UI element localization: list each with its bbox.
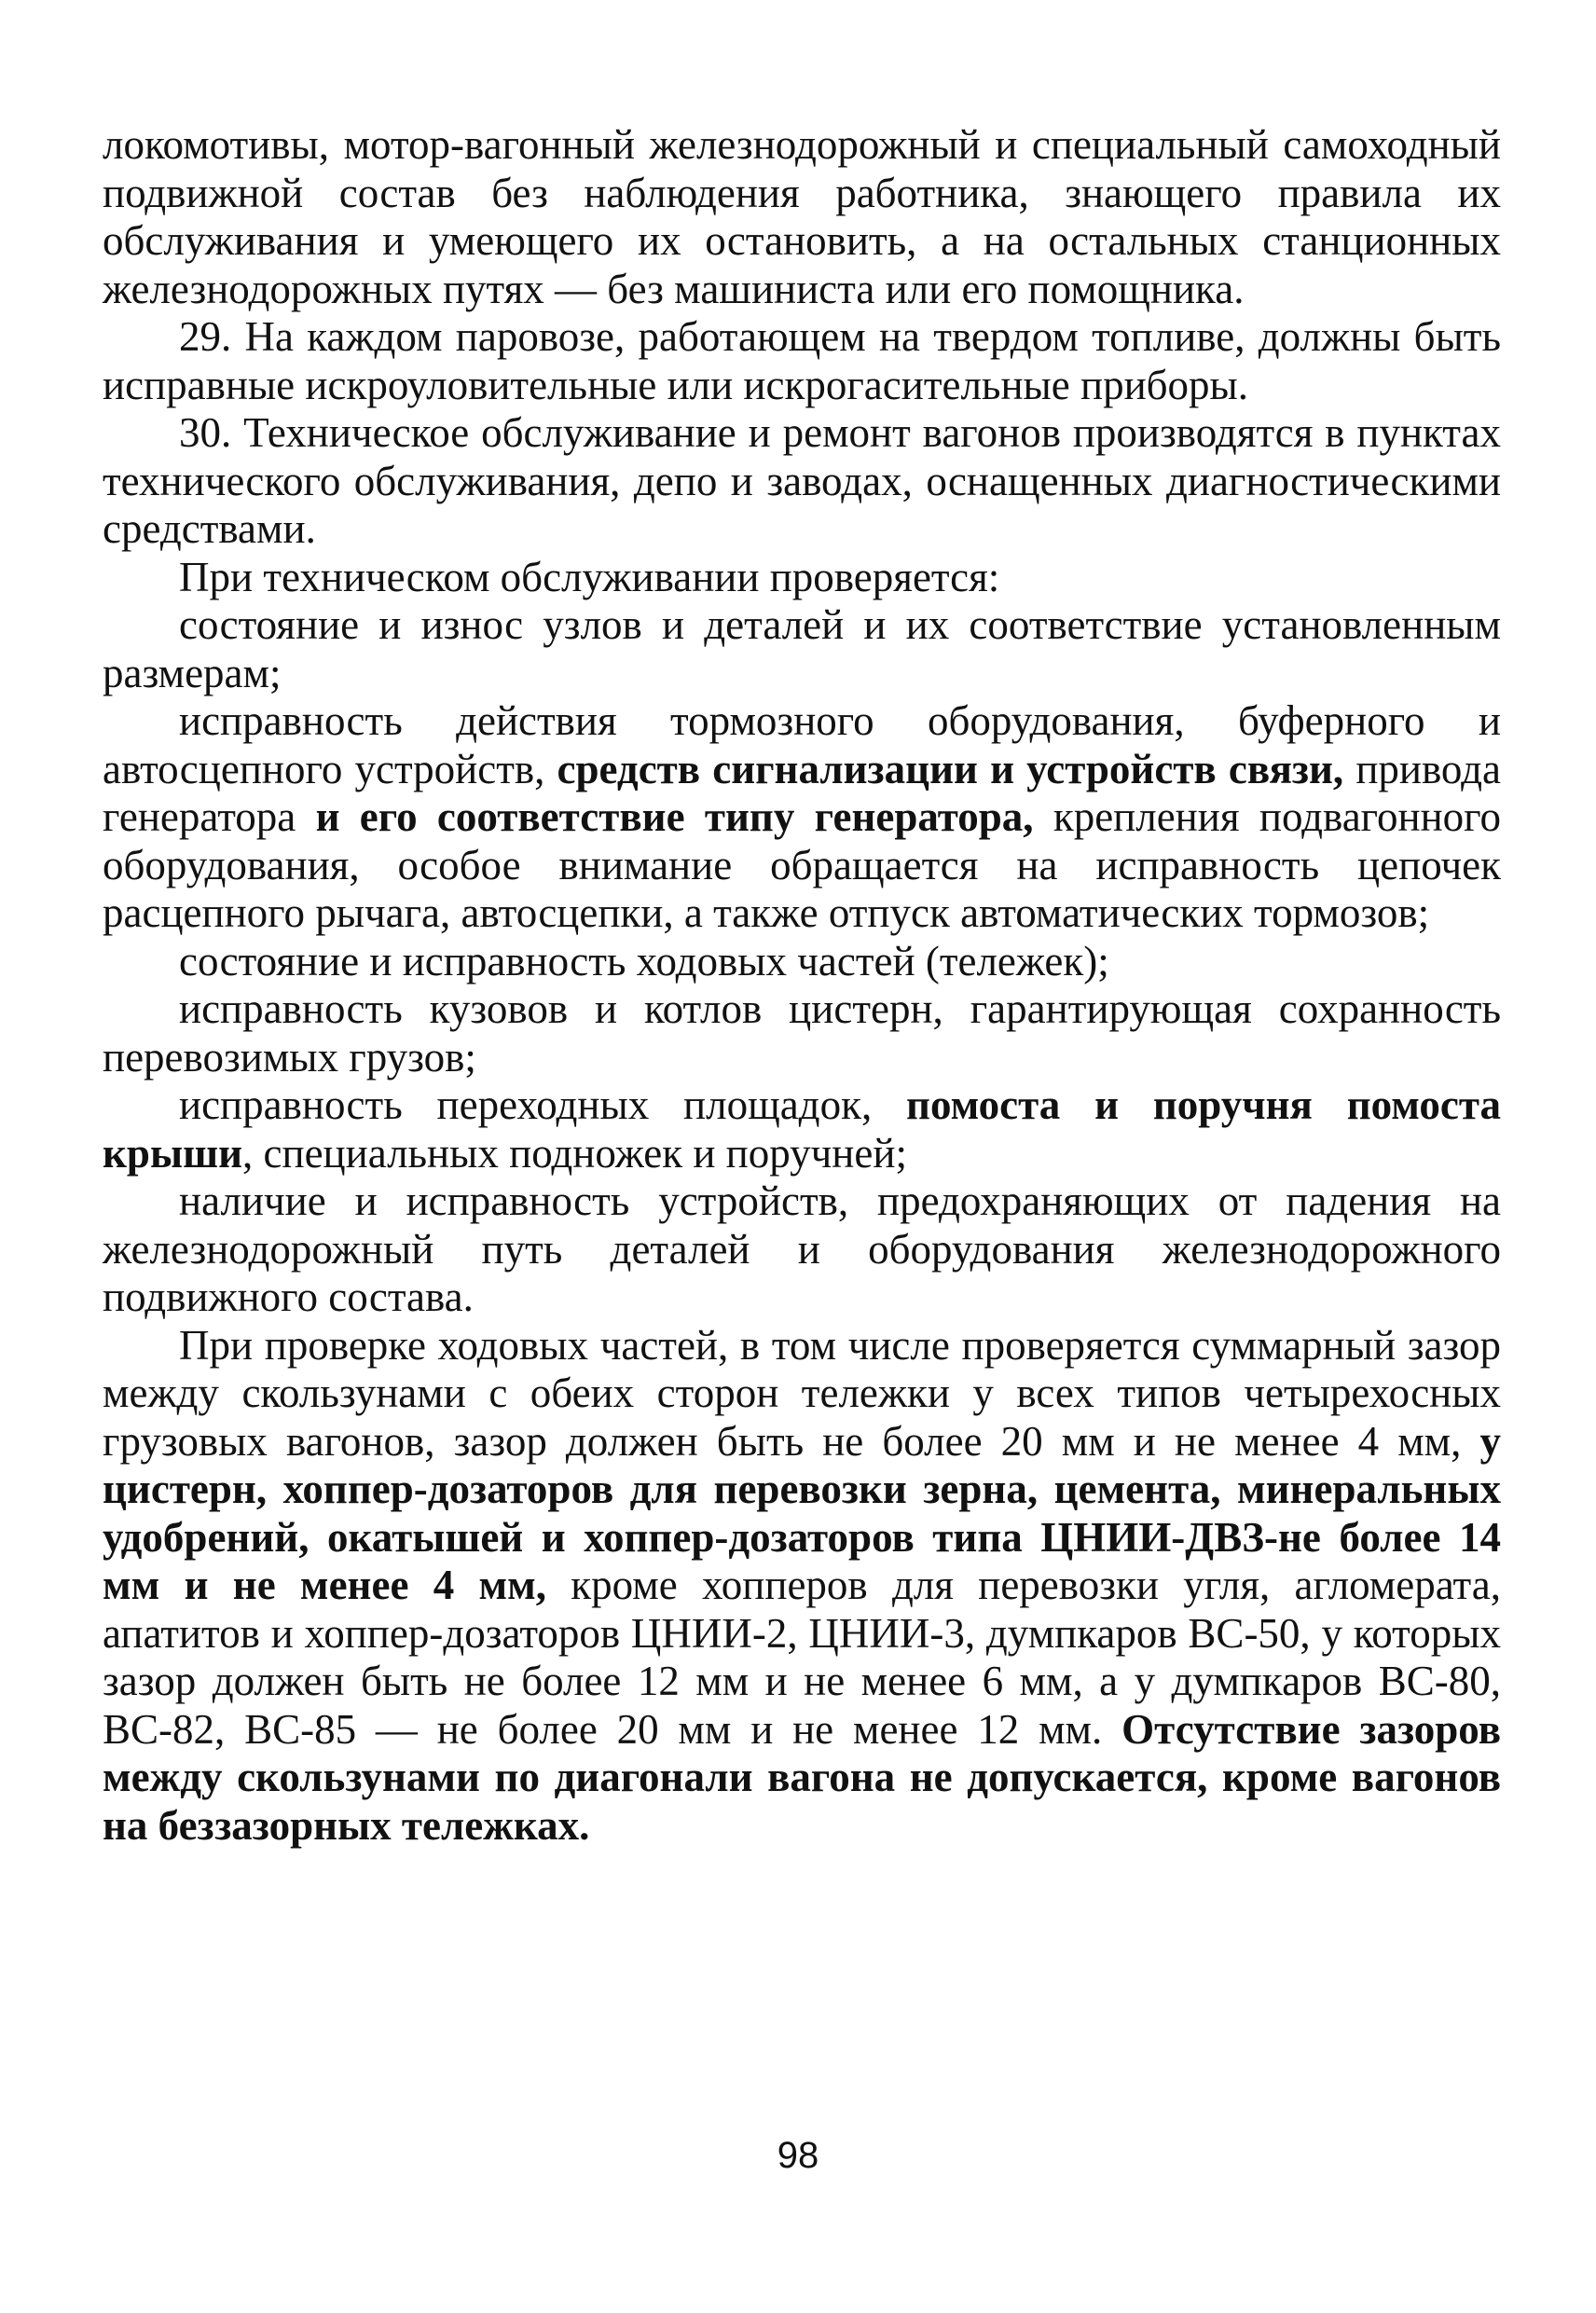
text-run: При проверке ходовых частей, в том числе проверяется суммарный зазор между скользунами с обеих сторон тележки у всех типов четырехосных грузовых вагонов, зазор должен быть не более 20 мм и не менее 4 мм, bbox=[103, 1321, 1501, 1465]
text-run: кроме хопперов для перевозки угля, агломерата, апатитов и хоппер-дозаторов ЦНИИ-2, ЦНИИ-3, думпкаров ВС-50, у которых зазор должен быть не более 12 мм и не менее 6 мм, а у думпкаров ВС-80, ВС-82, ВС-85 — не более 20 мм и не менее 12 мм. bbox=[103, 1562, 1501, 1753]
paragraph: При техническом обслуживании проверяется: bbox=[179, 553, 1000, 600]
text-run: , специальных подножек и поручней; bbox=[242, 1129, 907, 1177]
paragraph: локомотивы, мотор-вагонный железнодорожный и специальный самоходный подвижной состав без наблюдения работника, знающего правила их обслуживания и умеющего их остановить, а на остальных станционных железнодорожных путях — без машиниста или его помощника. bbox=[103, 121, 1501, 312]
list-item: состояние и износ узлов и деталей и их соответствие установленным размерам; bbox=[103, 601, 1501, 696]
bold-text-run: у цистерн, хоппер-дозаторов для перевозки зерна, цемента, минеральных удобрений, окатышей и хоппер-дозаторов типа ЦНИИ-ДВЗ-не более 14 мм и не менее 4 мм, bbox=[103, 1417, 1501, 1608]
paragraph: 29. На каждом паровозе, работающем на твердом топливе, должны быть исправные искроуловительные или искрогасительные приборы. bbox=[103, 313, 1501, 408]
paragraph: 30. Техническое обслуживание и ремонт вагонов производятся в пунктах технического обслуживания, депо и заводах, оснащенных диагностическими средствами. bbox=[103, 409, 1501, 552]
list-item: наличие и исправность устройств, предохраняющих от падения на железнодорожный путь деталей и оборудования железнодорожного подвижного состава. bbox=[103, 1177, 1501, 1320]
text-run: исправность действия тормозного оборудования, буферного и автосцепного устройств, bbox=[103, 697, 1501, 792]
text-run: крепления подвагонного оборудования, особое внимание обращается на исправность цепочек расцепного рычага, автосцепки, а также отпуск автоматических тормозов; bbox=[103, 793, 1502, 936]
page-number: 98 bbox=[777, 2135, 819, 2176]
text-run: исправность переходных площадок, bbox=[179, 1081, 907, 1128]
bold-text-run: Отсутствие зазоров между скользунами по диагонали вагона не допускается, кроме вагонов на беззазорных тележках. bbox=[103, 1705, 1501, 1849]
bold-text-run: помоста и поручня помоста крыши bbox=[103, 1081, 1501, 1177]
list-item bbox=[103, 697, 1501, 938]
list-item: исправность кузовов и котлов цистерн, гарантирующая сохранность перевозимых грузов; bbox=[103, 985, 1501, 1081]
bold-text-run: и его соответствие типу генератора, bbox=[315, 793, 1034, 840]
body-text bbox=[103, 121, 1501, 1850]
list-item bbox=[103, 1081, 1501, 1177]
paragraph bbox=[103, 1322, 1501, 1851]
list-item: состояние и исправность ходовых частей (тележек); bbox=[179, 937, 1109, 984]
bold-text-run: средств сигнализации и устройств связи, bbox=[557, 745, 1344, 792]
text-run: привода генератора bbox=[103, 745, 1501, 840]
